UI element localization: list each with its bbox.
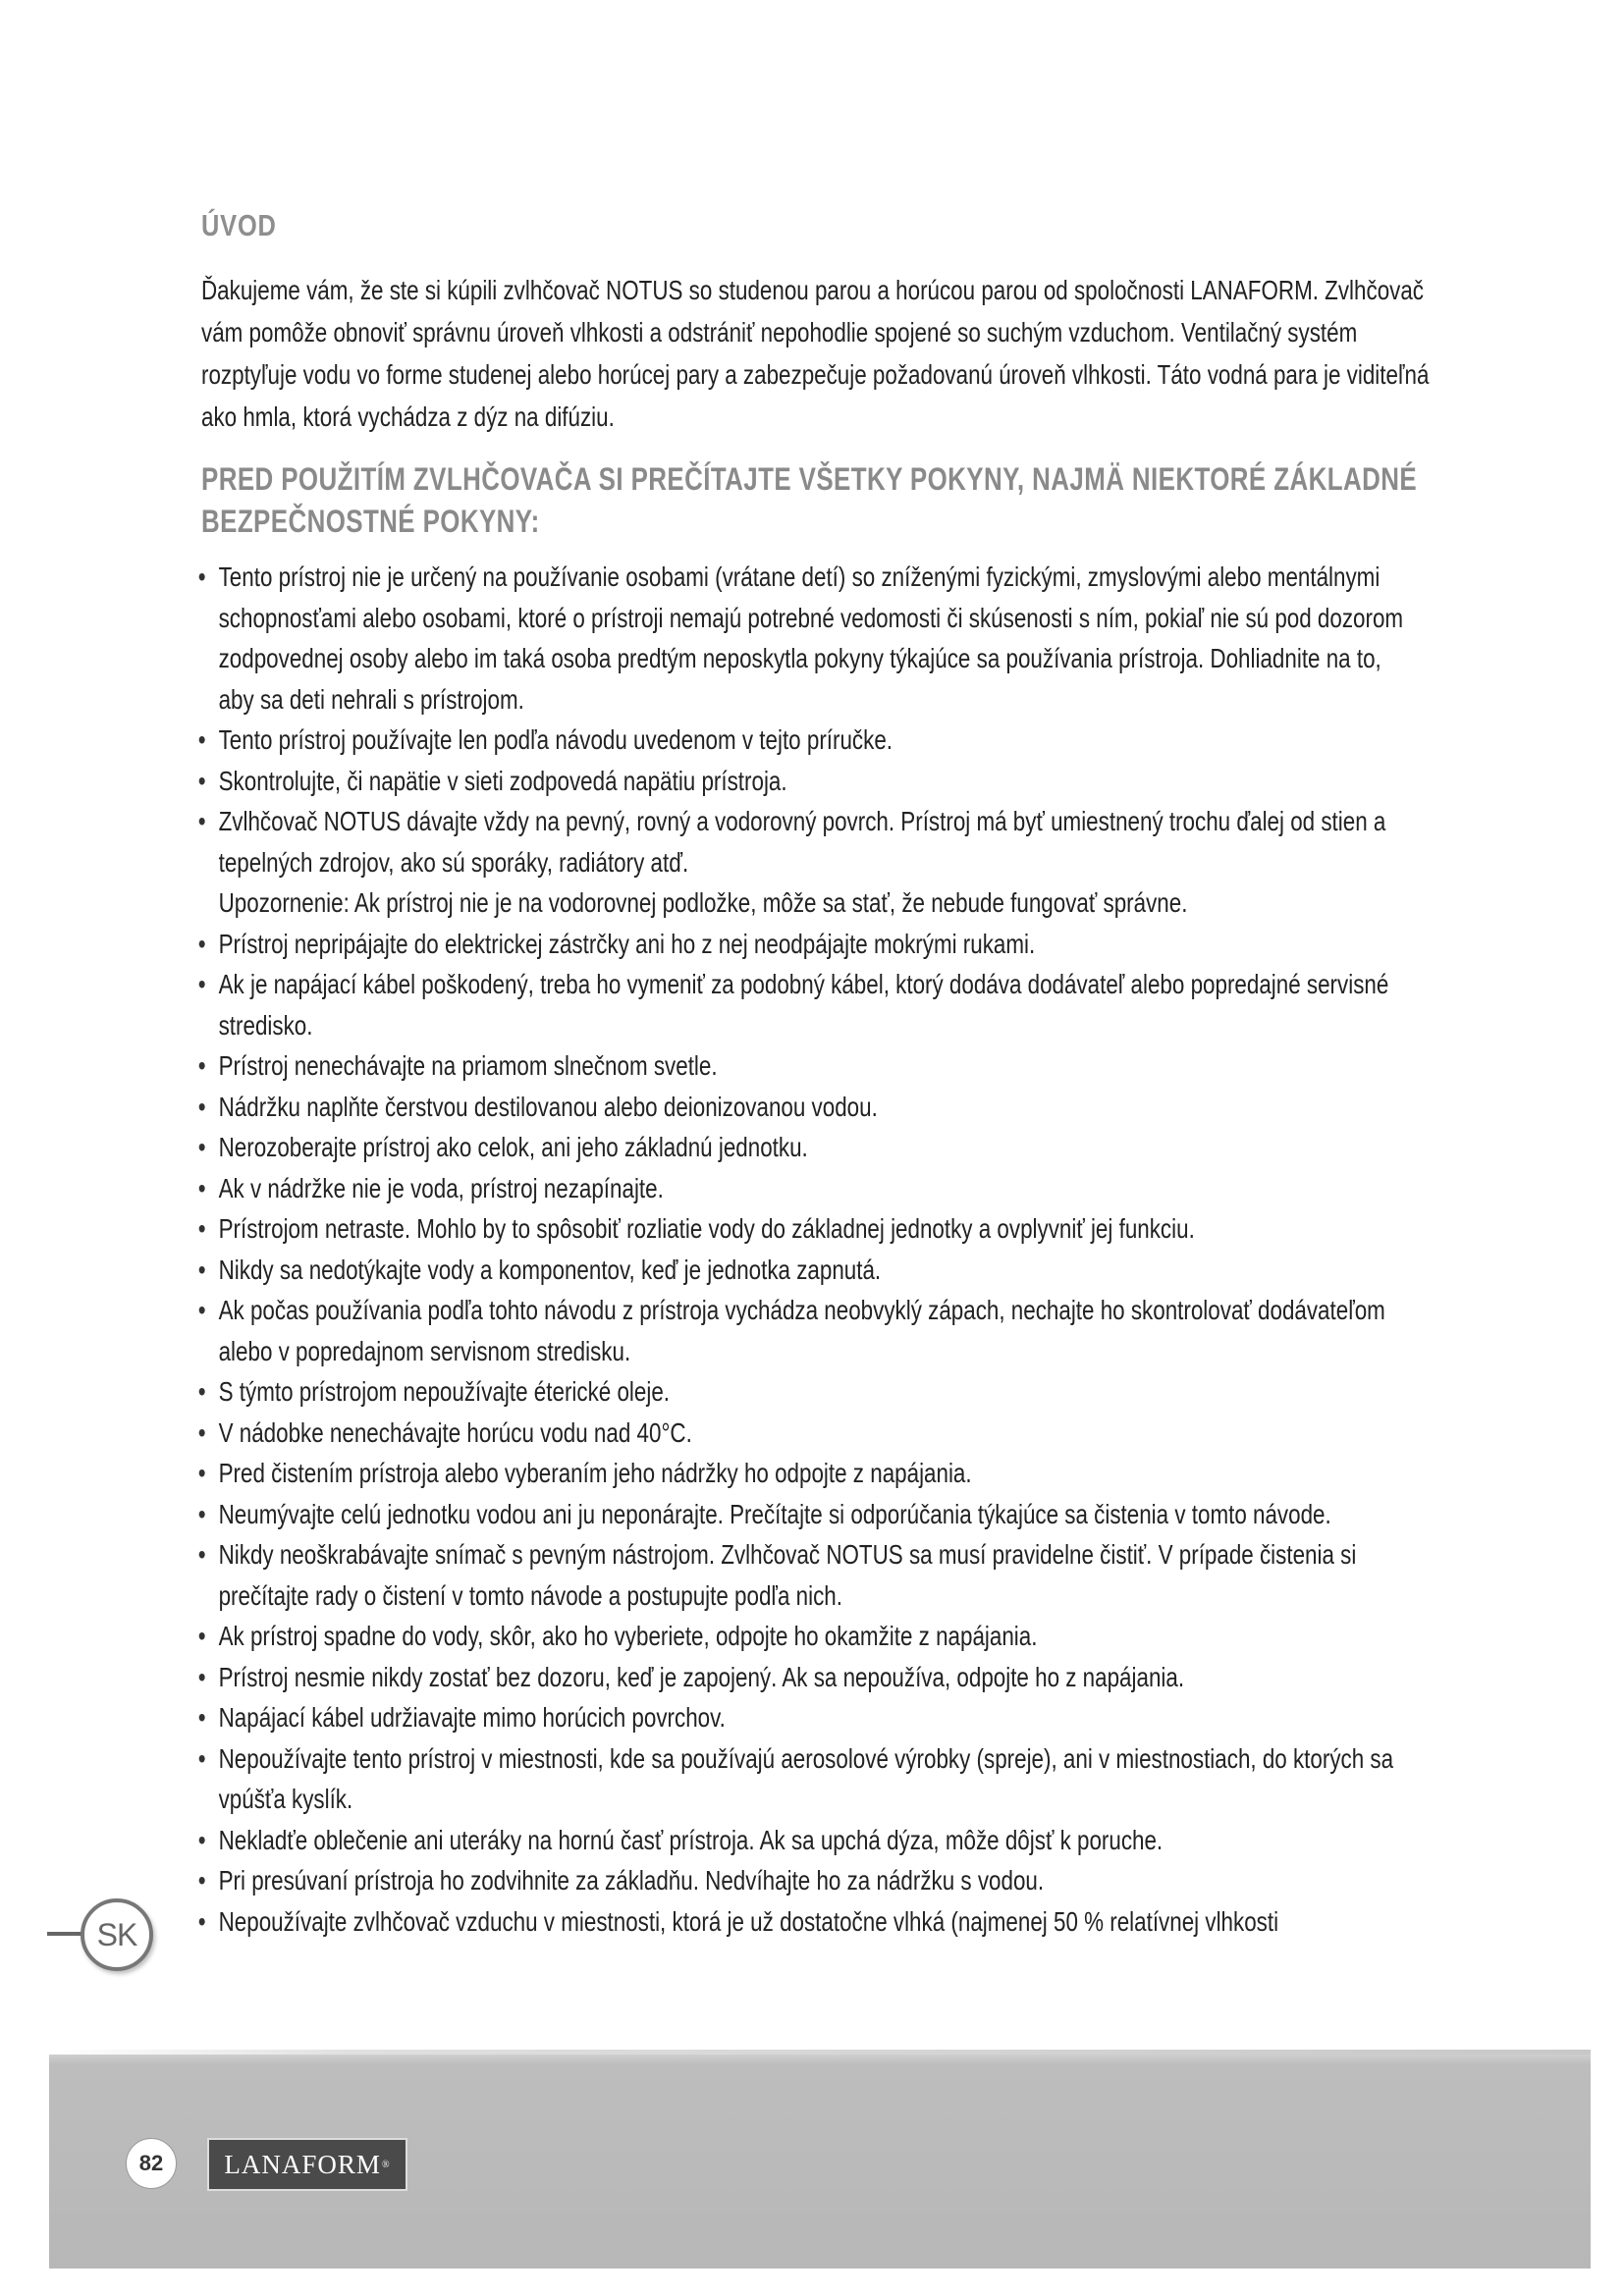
bullet-icon: • bbox=[197, 1172, 206, 1203]
list-item: • S týmto prístrojom nepoužívajte éterické oleje. bbox=[201, 1371, 1423, 1413]
bullet-icon: • bbox=[197, 1132, 206, 1162]
list-item: • Ak je napájací kábel poškodený, treba ho vymeniť za podobný kábel, ktorý dodáva dodávateľ alebo popredajné servisné stredisko. bbox=[201, 964, 1423, 1045]
registered-mark: ® bbox=[381, 2159, 391, 2170]
bullet-icon: • bbox=[197, 1050, 206, 1081]
language-badge bbox=[47, 1895, 165, 1973]
language-code: SK bbox=[81, 1898, 153, 1971]
bullet-icon: • bbox=[197, 1661, 206, 1692]
list-item: • Prístroj nenechávajte na priamom slnečnom svetle. bbox=[201, 1045, 1423, 1087]
list-item: • Pred čistením prístroja alebo vyberaním jeho nádržky ho odpojte z napájania. bbox=[201, 1453, 1423, 1494]
bullet-icon: • bbox=[197, 1213, 206, 1244]
list-item: • Nekladťe oblečenie ani uteráky na hornú časť prístroja. Ak sa upchá dýza, môže dôjsť k poruche. bbox=[201, 1820, 1423, 1861]
list-item: • Prístroj nesmie nikdy zostať bez dozoru, keď je zapojený. Ak sa nepoužíva, odpojte ho z napájania. bbox=[201, 1657, 1423, 1698]
safety-heading: PRED POUŽITÍM ZVLHČOVAČA SI PREČÍTAJTE VŠETKY POKYNY, NAJMÄ NIEKTORÉ ZÁKLADNÉ BEZPEČNOSTNÉ POKYNY: bbox=[201, 461, 1418, 539]
bullet-icon: • bbox=[197, 928, 206, 959]
brand-name: LANAFORM bbox=[224, 2149, 381, 2179]
list-item: • Skontrolujte, či napätie v sieti zodpovedá napätiu prístroja. bbox=[201, 761, 1423, 802]
bullet-icon: • bbox=[197, 1824, 206, 1855]
list-item: • Ak prístroj spadne do vody, skôr, ako ho vyberiete, odpojte ho okamžite z napájania. bbox=[201, 1616, 1423, 1657]
bullet-icon: • bbox=[197, 1416, 206, 1448]
brand-logo bbox=[207, 2138, 407, 2191]
list-item: • Zvlhčovač NOTUS dávajte vždy na pevný, rovný a vodorovný povrch. Prístroj má byť umiestnený trochu ďalej od stien a tepelných zdrojov, ako sú sporáky, radiátory atď. bbox=[201, 801, 1423, 882]
safety-list bbox=[197, 557, 1423, 1942]
list-item: • Nepoužívajte tento prístroj v miestnosti, kde sa používajú aerosolové výrobky (spreje), ani v miestnostiach, do ktorých sa vpúšťa kyslík. bbox=[201, 1738, 1423, 1820]
bullet-icon: • bbox=[197, 724, 206, 755]
bullet-icon: • bbox=[197, 561, 206, 592]
bullet-icon: • bbox=[197, 1742, 206, 1774]
bullet-icon: • bbox=[197, 1905, 206, 1937]
bullet-icon: • bbox=[197, 1295, 206, 1325]
page-content bbox=[197, 208, 1448, 1937]
intro-heading: ÚVOD bbox=[201, 208, 277, 242]
list-item: • Nikdy sa nedotýkajte vody a komponentov, keď je jednotka zapnutá. bbox=[201, 1250, 1423, 1291]
bullet-icon: • bbox=[197, 765, 206, 796]
bullet-icon: • bbox=[197, 1254, 206, 1285]
list-item: • Nikdy neoškrabávajte snímač s pevným nástrojom. Zvlhčovač NOTUS sa musí pravidelne čistiť. V prípade čistenia si prečítajte rady o čistení v tomto návode a postupujte podľa nich. bbox=[201, 1534, 1423, 1616]
list-item: • V nádobke nenechávajte horúcu vodu nad 40°C. bbox=[201, 1413, 1423, 1454]
list-item: • Neumývajte celú jednotku vodou ani ju neponárajte. Prečítajte si odporúčania týkajúce sa čistenia v tomto návode. bbox=[201, 1494, 1423, 1535]
bullet-icon: • bbox=[197, 1539, 206, 1570]
bullet-icon: • bbox=[197, 1498, 206, 1529]
list-item: • Tento prístroj používajte len podľa návodu uvedenom v tejto príručke. bbox=[201, 720, 1423, 761]
list-item: • Prístroj nepripájajte do elektrickej zástrčky ani ho z nej neodpájajte mokrými rukami. bbox=[201, 924, 1423, 965]
list-item: • Tento prístroj nie je určený na používanie osobami (vrátane detí) so zníženými fyzickými, zmyslovými alebo mentálnymi schopnosťami alebo osobami, ktoré o prístroji nemajú potrebné vedomosti či skúsenosti s ním, pokiaľ nie sú pod dozorom zodpovednej osoby alebo im taká osoba predtým neposkytla pokyny týkajúce sa používania prístroja. Dohliadnite na to, aby sa deti nehrali s prístrojom. bbox=[201, 557, 1423, 720]
list-item: • Nerozoberajte prístroj ako celok, ani jeho základnú jednotku. bbox=[201, 1127, 1423, 1168]
bullet-icon: • bbox=[197, 1091, 206, 1122]
list-item: • Nepoužívajte zvlhčovač vzduchu v miestnosti, ktorá je už dostatočne vlhká (najmenej 50 % relatívnej vlhkosti bbox=[201, 1901, 1423, 1943]
list-item: • Ak počas používania podľa tohto návodu z prístroja vychádza neobvyklý zápach, nechajte ho skontrolovať dodávateľom alebo v popredajnom servisnom stredisku. bbox=[201, 1290, 1423, 1371]
list-item: • Pri presúvaní prístroja ho zodvihnite za základňu. Nedvíhajte ho za nádržku s vodou. bbox=[201, 1860, 1423, 1901]
list-item: • Napájací kábel udržiavajte mimo horúcich povrchov. bbox=[201, 1697, 1423, 1738]
page-number: 82 bbox=[126, 2138, 177, 2189]
list-item: • Ak v nádržke nie je voda, prístroj nezapínajte. bbox=[201, 1168, 1423, 1209]
list-item: • Prístrojom netraste. Mohlo by to spôsobiť rozliatie vody do základnej jednotky a ovplyvniť jej funkciu. bbox=[201, 1208, 1423, 1250]
bullet-icon: • bbox=[197, 1621, 206, 1651]
bullet-icon: • bbox=[197, 806, 206, 836]
bullet-icon: • bbox=[197, 1376, 206, 1407]
bullet-icon: • bbox=[197, 1865, 206, 1896]
warning-note: Upozornenie: Ak prístroj nie je na vodorovnej podložke, môže sa stať, že nebude fungovať správne. bbox=[218, 887, 1188, 918]
intro-paragraph: Ďakujeme vám, že ste si kúpili zvlhčovač NOTUS so studenou parou a horúcou parou od spoločnosti LANAFORM. Zvlhčovač vám pomôže obnoviť správnu úroveň vlhkosti a odstrániť nepohodlie spojené so suchým vzduchom. Ventilačný systém rozptyľuje vodu vo forme studenej alebo horúcej pary a zabezpečuje požadovanú úroveň vlhkosti. Táto vodná para je viditeľná ako hmla, ktorá vychádza z dýz na difúziu. bbox=[201, 275, 1430, 432]
list-item: • Nádržku naplňte čerstvou destilovanou alebo deionizovanou vodou. bbox=[201, 1087, 1423, 1128]
bullet-icon: • bbox=[197, 969, 206, 999]
bullet-icon: • bbox=[197, 1702, 206, 1733]
bullet-icon: • bbox=[197, 1458, 206, 1488]
